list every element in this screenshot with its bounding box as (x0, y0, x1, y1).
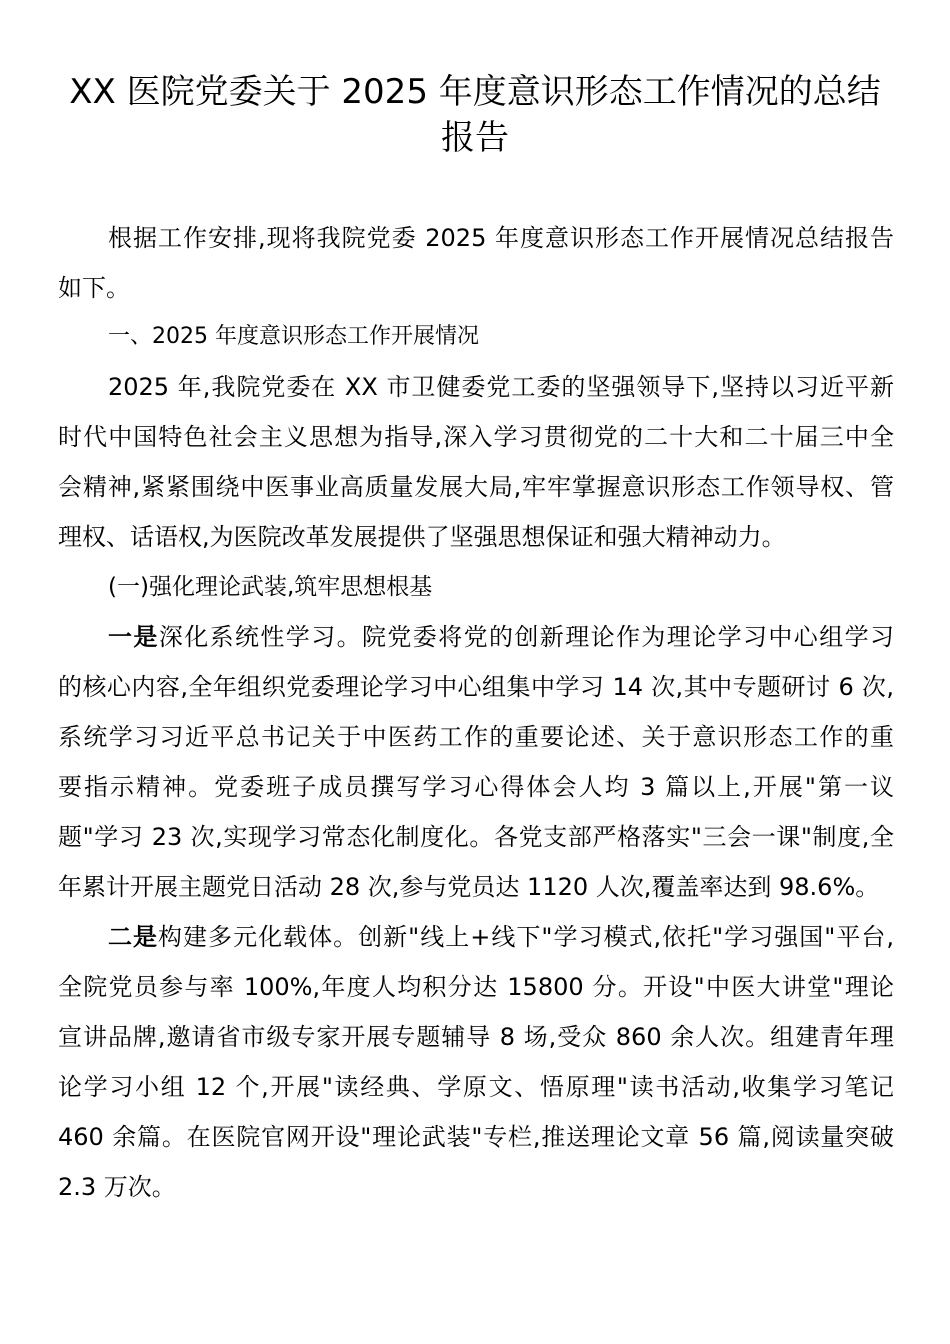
point-1-first-line-text: 深化系统性学习。院党委将党的创新理论作为理论学习中心组学习 (158, 623, 895, 651)
point-1-line-5: 题"学习 23 次,实现学习常态化制度化。各党支部严格落实"三会一课"制度,全 (58, 823, 894, 851)
point-1-line-3: 系统学习习近平总书记关于中医药工作的重要论述、关于意识形态工作的重 (58, 723, 894, 751)
point-1-line-6: 年累计开展主题党日活动 28 次,参与党员达 1120 人次,覆盖率达到 98.6%。 (58, 873, 880, 901)
section-1-paragraph-line-2: 时代中国特色社会主义思想为指导,深入学习贯彻党的二十大和二十届三中全 (58, 423, 894, 451)
subsection-1-heading: (一)强化理论武装,筑牢思想根基 (108, 574, 433, 600)
intro-line-2: 如下。 (58, 274, 130, 302)
point-2-line-3: 宣讲品牌,邀请省市级专家开展专题辅导 8 场,受众 860 余人次。组建青年理 (58, 1023, 894, 1051)
point-2-line-1 (108, 922, 894, 952)
document-title-line-1: XX 医院党委关于 2025 年度意识形态工作情况的总结 (69, 72, 881, 112)
point-1-line-2: 的核心内容,全年组织党委理论学习中心组集中学习 14 次,其中专题研讨 6 次, (58, 673, 894, 701)
point-2-line-4: 论学习小组 12 个,开展"读经典、学原文、悟原理"读书活动,收集学习笔记 (58, 1073, 894, 1101)
document-title-line-2: 报告 (441, 118, 509, 158)
point-1-lead: 一是 (108, 623, 159, 651)
point-2-line-2: 全院党员参与率 100%,年度人均积分达 15800 分。开设"中医大讲堂"理论 (58, 973, 894, 1001)
point-2-first-line-text: 构建多元化载体。创新"线上+线下"学习模式,依托"学习强国"平台, (158, 923, 894, 951)
point-1-line-4: 要指示精神。党委班子成员撰写学习心得体会人均 3 篇以上,开展"第一议 (58, 773, 894, 801)
section-1-heading: 一、2025 年度意识形态工作开展情况 (108, 324, 479, 349)
point-1-line-1 (108, 622, 894, 652)
section-1-paragraph-line-3: 会精神,紧紧围绕中医事业高质量发展大局,牢牢掌握意识形态工作领导权、管 (58, 473, 894, 501)
point-2-lead: 二是 (108, 923, 159, 951)
section-1-paragraph-line-1: 2025 年,我院党委在 XX 市卫健委党工委的坚强领导下,坚持以习近平新 (108, 373, 894, 401)
point-2-line-5: 460 余篇。在医院官网开设"理论武装"专栏,推送理论文章 56 篇,阅读量突破 (58, 1123, 894, 1151)
section-1-paragraph-line-4: 理权、话语权,为医院改革发展提供了坚强思想保证和强大精神动力。 (58, 523, 786, 551)
intro-line-1: 根据工作安排,现将我院党委 2025 年度意识形态工作开展情况总结报告 (108, 224, 894, 252)
point-2-line-6: 2.3 万次。 (58, 1173, 176, 1201)
